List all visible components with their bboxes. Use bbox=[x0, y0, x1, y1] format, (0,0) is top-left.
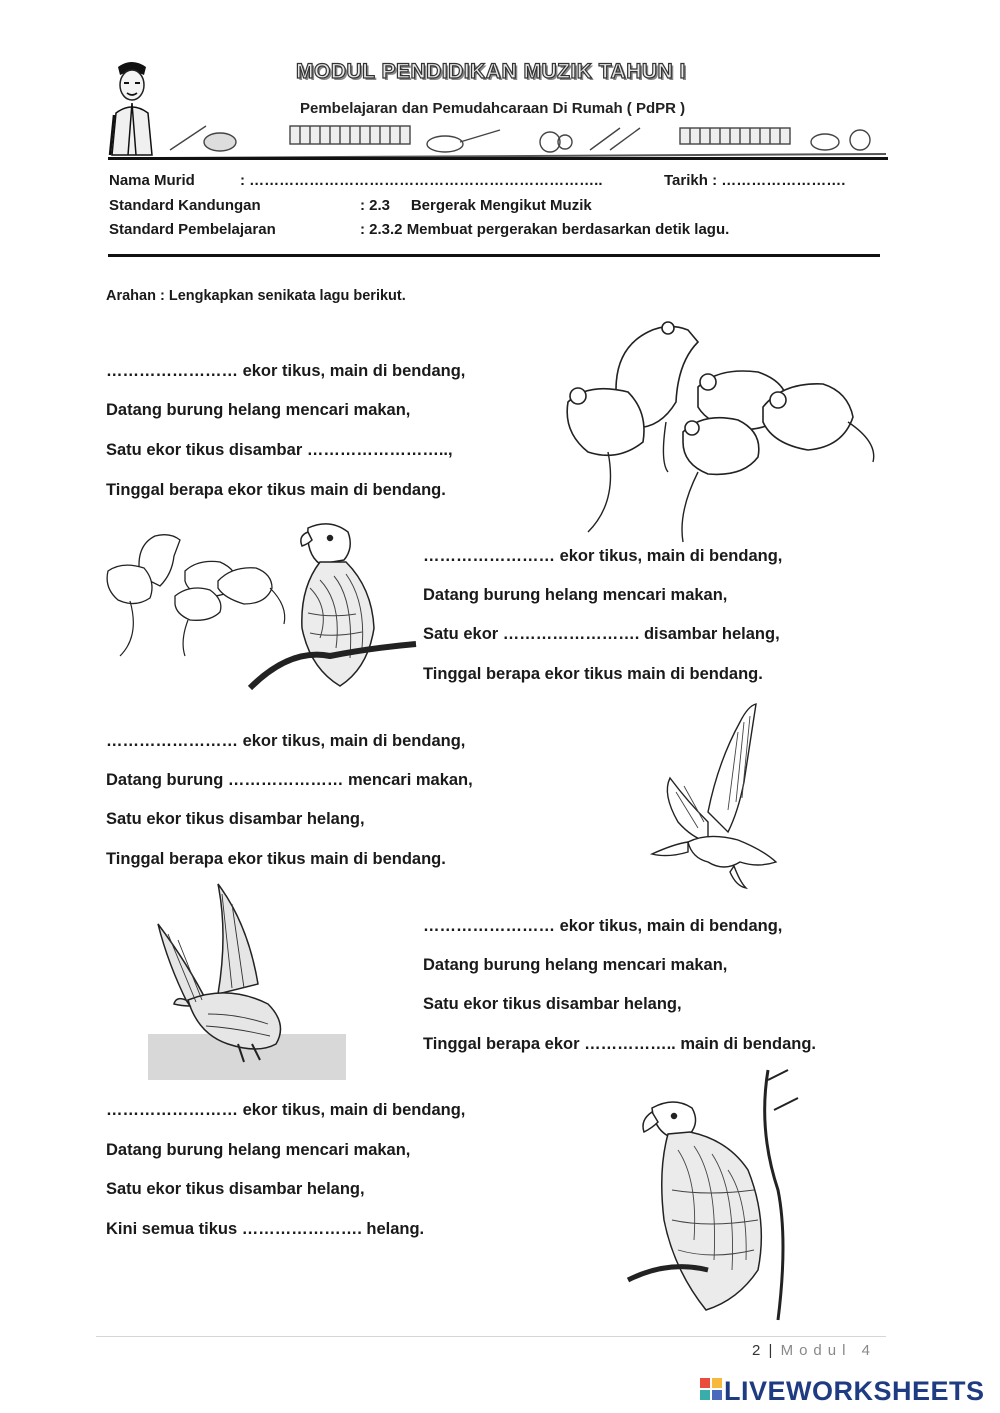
liveworksheets-brand[interactable]: LIVEWORKSHEETS bbox=[724, 1376, 985, 1406]
verse-4-line-1[interactable]: …………………… ekor tikus, main di bendang, bbox=[423, 917, 783, 935]
content-standard-label: Standard Kandungan bbox=[109, 197, 261, 214]
verse-2-line-1[interactable]: …………………… ekor tikus, main di bendang, bbox=[423, 547, 783, 565]
verse-3-line-1[interactable]: …………………… ekor tikus, main di bendang, bbox=[106, 732, 466, 750]
verse-2-line-2: Datang burung helang mencari makan, bbox=[423, 586, 728, 604]
learning-standard-value: : 2.3.2 Membuat pergerakan berdasarkan detik lagu. bbox=[360, 221, 730, 238]
student-name-field[interactable]: : …………………………………………………………….. bbox=[240, 172, 603, 189]
page-footer bbox=[752, 1342, 876, 1359]
verse-1-line-3[interactable]: Satu ekor tikus disambar …………………….., bbox=[106, 441, 453, 459]
eagle-perched-illustration bbox=[250, 518, 416, 700]
verse-5-line-4[interactable]: Kini semua tikus …………………. helang. bbox=[106, 1220, 425, 1238]
verse-1-line-1[interactable]: …………………… ekor tikus, main di bendang, bbox=[106, 362, 466, 380]
content-standard-value: : 2.3 Bergerak Mengikut Muzik bbox=[360, 197, 592, 214]
page-number: 2 | bbox=[752, 1342, 775, 1359]
instrument-banner bbox=[160, 120, 886, 160]
verse-1-line-4: Tinggal berapa ekor tikus main di bendang. bbox=[106, 481, 446, 499]
date-field[interactable]: Tarikh : ……………………. bbox=[664, 172, 846, 189]
module-label: Modul 4 bbox=[780, 1342, 876, 1359]
hawk-landing-illustration bbox=[148, 884, 346, 1080]
module-subtitle: Pembelajaran dan Pemudahcaraan Di Rumah ( PdPR ) bbox=[300, 100, 686, 117]
info-divider bbox=[108, 254, 880, 257]
verse-5-line-3: Satu ekor tikus disambar helang, bbox=[106, 1180, 365, 1198]
verse-3-line-4: Tinggal berapa ekor tikus main di bendang. bbox=[106, 850, 446, 868]
verse-2-line-4: Tinggal berapa ekor tikus main di bendang. bbox=[423, 665, 763, 683]
verse-5-line-1[interactable]: …………………… ekor tikus, main di bendang, bbox=[106, 1101, 466, 1119]
verse-4-line-4[interactable]: Tinggal berapa ekor …………….. main di bendang. bbox=[423, 1035, 817, 1053]
verse-2-line-3[interactable]: Satu ekor ……………………. disambar helang, bbox=[423, 625, 780, 643]
learning-standard-label: Standard Pembelajaran bbox=[109, 221, 276, 238]
eagle-on-branch-illustration bbox=[628, 1070, 818, 1320]
verse-4-line-3: Satu ekor tikus disambar helang, bbox=[423, 995, 682, 1013]
header-divider bbox=[108, 157, 888, 160]
teacher-portrait bbox=[108, 55, 156, 155]
verse-1-line-2: Datang burung helang mencari makan, bbox=[106, 401, 411, 419]
liveworksheets-logo-icon bbox=[700, 1378, 722, 1402]
module-title: MODUL PENDIDIKAN MUZIK TAHUN I bbox=[296, 60, 686, 83]
footer-divider bbox=[96, 1336, 886, 1337]
eagle-flying-illustration bbox=[648, 702, 778, 892]
verse-3-line-2[interactable]: Datang burung ………………… mencari makan, bbox=[106, 771, 473, 789]
instruction-text: Arahan : Lengkapkan senikata lagu berikut. bbox=[106, 288, 406, 304]
verse-4-line-2: Datang burung helang mencari makan, bbox=[423, 956, 728, 974]
verse-5-line-2: Datang burung helang mencari makan, bbox=[106, 1141, 411, 1159]
verse-3-line-3: Satu ekor tikus disambar helang, bbox=[106, 810, 365, 828]
mice-group-illustration bbox=[548, 312, 884, 544]
student-name-label: Nama Murid bbox=[109, 172, 195, 189]
